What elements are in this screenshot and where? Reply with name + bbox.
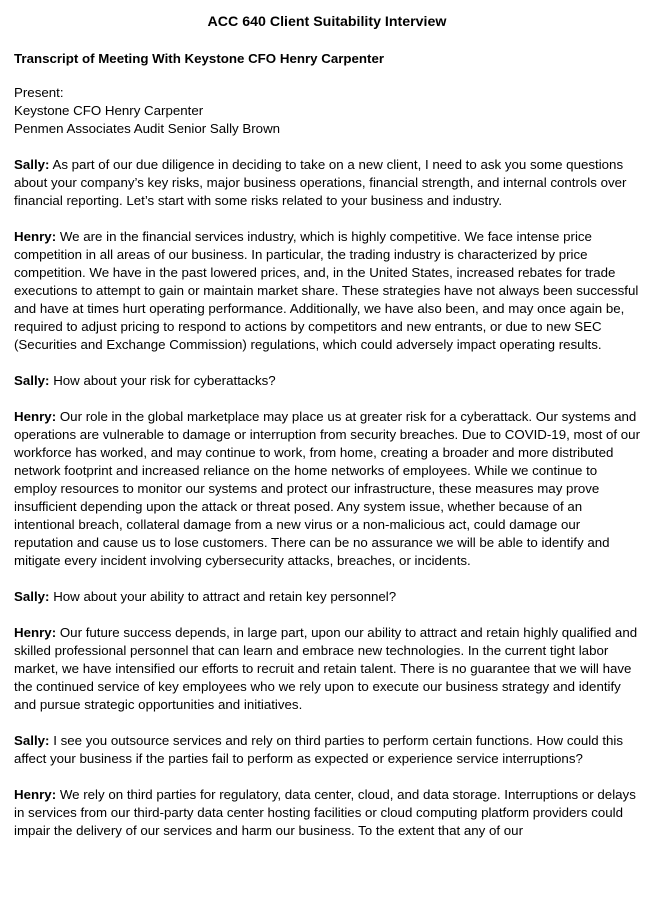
speaker-label: Henry: (14, 787, 57, 802)
paragraph-text: We are in the financial services industry, which is highly competitive. We face intense price competition in all areas of our business. In particular, the trading industry is characterized by price competition. We have in the past lowered prices, and, in the United States, increased rebates for trade executions to attempt to gain or maintain market share. These strategies have not always been successful and have at times hurt operating performance. Additionally, we have also been, and may once again be, required to adjust pricing to respond to actions by competitors and new entrants, or due to new SEC (Securities and Exchange Commission) regulations, which could adversely impact operating results. (14, 229, 639, 352)
attendee-list (14, 84, 640, 138)
speaker-label: Sally: (14, 157, 50, 172)
paragraph-henry-competition (14, 228, 640, 354)
paragraph-text: As part of our due diligence in deciding to take on a new client, I need to ask you some questions about your company’s key risks, major business operations, financial strength, and internal controls over financial reporting. Let’s start with some risks related to your business and industry. (14, 157, 627, 208)
paragraph-text: Our future success depends, in large part, upon our ability to attract and retain highly qualified and skilled professional personnel that can learn and embrace new technologies. In the current tight labor market, we have intensified our efforts to recruit and retain talent. There is no guarantee that we will have the continued service of key employees who we rely upon to execute our business strategy and identify and pursue strategic opportunities and initiatives. (14, 625, 638, 712)
speaker-label: Henry: (14, 409, 57, 424)
paragraph-sally-cyberattacks (14, 372, 640, 390)
present-label: Present: (14, 85, 64, 100)
paragraph-text: Our role in the global marketplace may place us at greater risk for a cyberattack. Our systems and operations are vulnerable to damage or interruption from security breaches. Due to COVID-19, most of our workforce has worked, and may continue to work, from home, creating a broader and more distributed network footprint and increased reliance on the home networks of employees. While we continue to employ resources to monitor our systems and protect our infrastructure, these measures may prove insufficient depending upon the attack or threat posed. Any system issue, whether because of an intentional breach, collateral damage from a new virus or a non-malicious act, could damage our reputation and cause us to lose customers. There can be no assurance we will be able to identify and mitigate every incident involving cybersecurity attacks, breaches, or incidents. (14, 409, 640, 568)
document-title: ACC 640 Client Suitability Interview (207, 14, 447, 30)
document-page (14, 12, 640, 840)
speaker-label: Sally: (14, 373, 50, 388)
attendee-sally: Penmen Associates Audit Senior Sally Brown (14, 121, 281, 136)
speaker-label: Henry: (14, 229, 57, 244)
paragraph-henry-personnel (14, 624, 640, 714)
speaker-label: Henry: (14, 625, 57, 640)
attendee-henry: Keystone CFO Henry Carpenter (14, 103, 204, 118)
paragraph-henry-cybersecurity (14, 408, 640, 570)
paragraph-sally-third-parties (14, 732, 640, 768)
transcript-subtitle: Transcript of Meeting With Keystone CFO Henry Carpenter (14, 51, 385, 66)
paragraph-text: How about your ability to attract and retain key personnel? (53, 589, 397, 604)
paragraph-text: How about your risk for cyberattacks? (53, 373, 276, 388)
speaker-label: Sally: (14, 733, 50, 748)
speaker-label: Sally: (14, 589, 50, 604)
paragraph-sally-due-diligence (14, 156, 640, 210)
paragraph-text: I see you outsource services and rely on third parties to perform certain functions. How could this affect your business if the parties fail to perform as expected or experience service interruptions? (14, 733, 624, 766)
paragraph-text: We rely on third parties for regulatory, data center, cloud, and data storage. Interruptions or delays in services from our third-party data center hosting facilities or cloud computing platform providers could impair the delivery of our services and harm our business. To the extent that any of our (14, 787, 636, 838)
paragraph-henry-third-parties (14, 786, 640, 840)
paragraph-sally-personnel (14, 588, 640, 606)
